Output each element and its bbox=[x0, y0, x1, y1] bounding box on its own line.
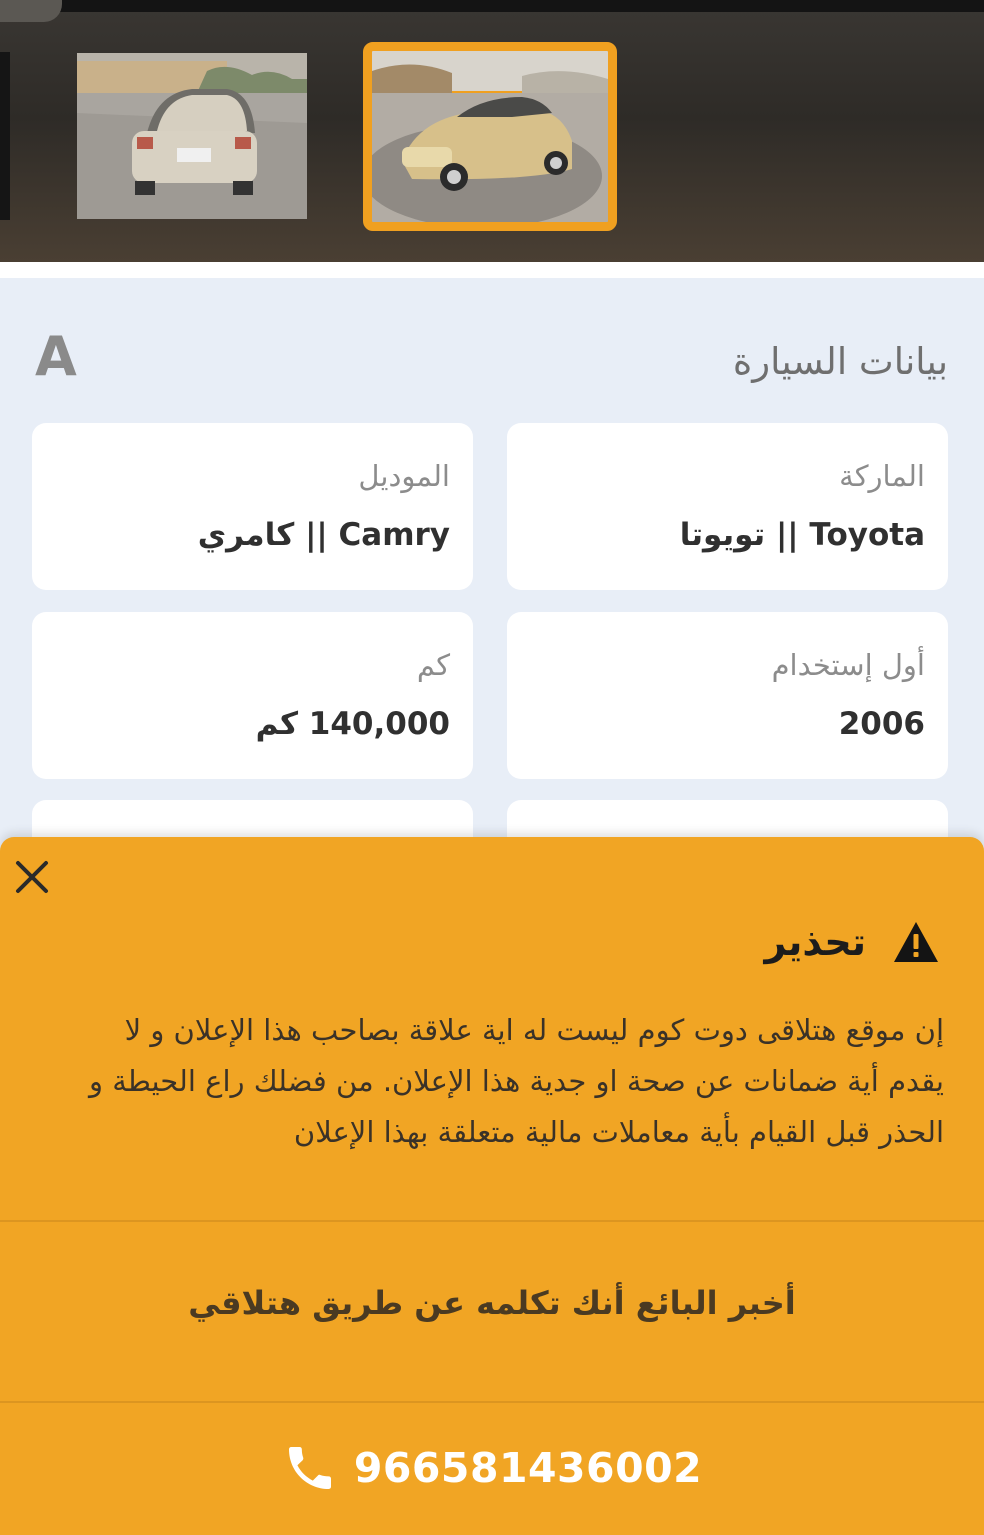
gallery-handle bbox=[0, 0, 62, 22]
phone-icon bbox=[282, 1440, 338, 1496]
thumbnail-car-rear[interactable] bbox=[77, 53, 307, 219]
thumbnail-car-front-selected[interactable] bbox=[363, 42, 617, 231]
mileage-value: 140,000 كم bbox=[255, 706, 450, 742]
mileage-card bbox=[32, 612, 473, 779]
close-button[interactable] bbox=[12, 857, 52, 897]
warning-triangle-icon bbox=[892, 920, 940, 964]
car-details-title: بيانات السيارة bbox=[732, 340, 948, 383]
brand-card bbox=[507, 423, 948, 590]
mileage-label: كم bbox=[416, 648, 450, 682]
call-seller-button[interactable] bbox=[0, 1403, 984, 1533]
brand-label: الماركة bbox=[839, 459, 925, 493]
car-rear-photo bbox=[77, 53, 307, 219]
close-icon bbox=[12, 857, 52, 897]
model-label: الموديل bbox=[358, 459, 450, 493]
first-use-label: أول إستخدام bbox=[771, 648, 925, 682]
warning-sheet bbox=[0, 837, 984, 1535]
warning-header bbox=[764, 917, 940, 967]
model-card bbox=[32, 423, 473, 590]
first-use-card bbox=[507, 612, 948, 779]
car-details-badge: A bbox=[35, 325, 77, 388]
tell-seller-note: أخبر البائع أنك تكلمه عن طريق هتلاقي bbox=[188, 1284, 796, 1322]
photo-gallery bbox=[0, 0, 984, 262]
brand-value: Toyota || تويوتا bbox=[679, 517, 925, 553]
model-value: Camry || كامري bbox=[197, 517, 450, 553]
seller-phone-number: 966581436002 bbox=[353, 1444, 703, 1492]
car-front-photo bbox=[372, 51, 608, 222]
warning-title: تحذير bbox=[764, 920, 866, 964]
divider bbox=[0, 1220, 984, 1222]
first-use-value: 2006 bbox=[838, 706, 925, 742]
gallery-prev-thumb-edge[interactable] bbox=[0, 52, 10, 220]
gallery-top-bar bbox=[0, 0, 984, 12]
warning-message: إن موقع هتلاقى دوت كوم ليست له اية علاقة بصاحب هذا الإعلان و لا يقدم أية ضمانات عن صحة او جدية هذا الإعلان. من فضلك راع الحيطة و الحذر قبل القيام بأية معاملات مالية متعلقة بهذا الإعلان bbox=[89, 1013, 944, 1149]
